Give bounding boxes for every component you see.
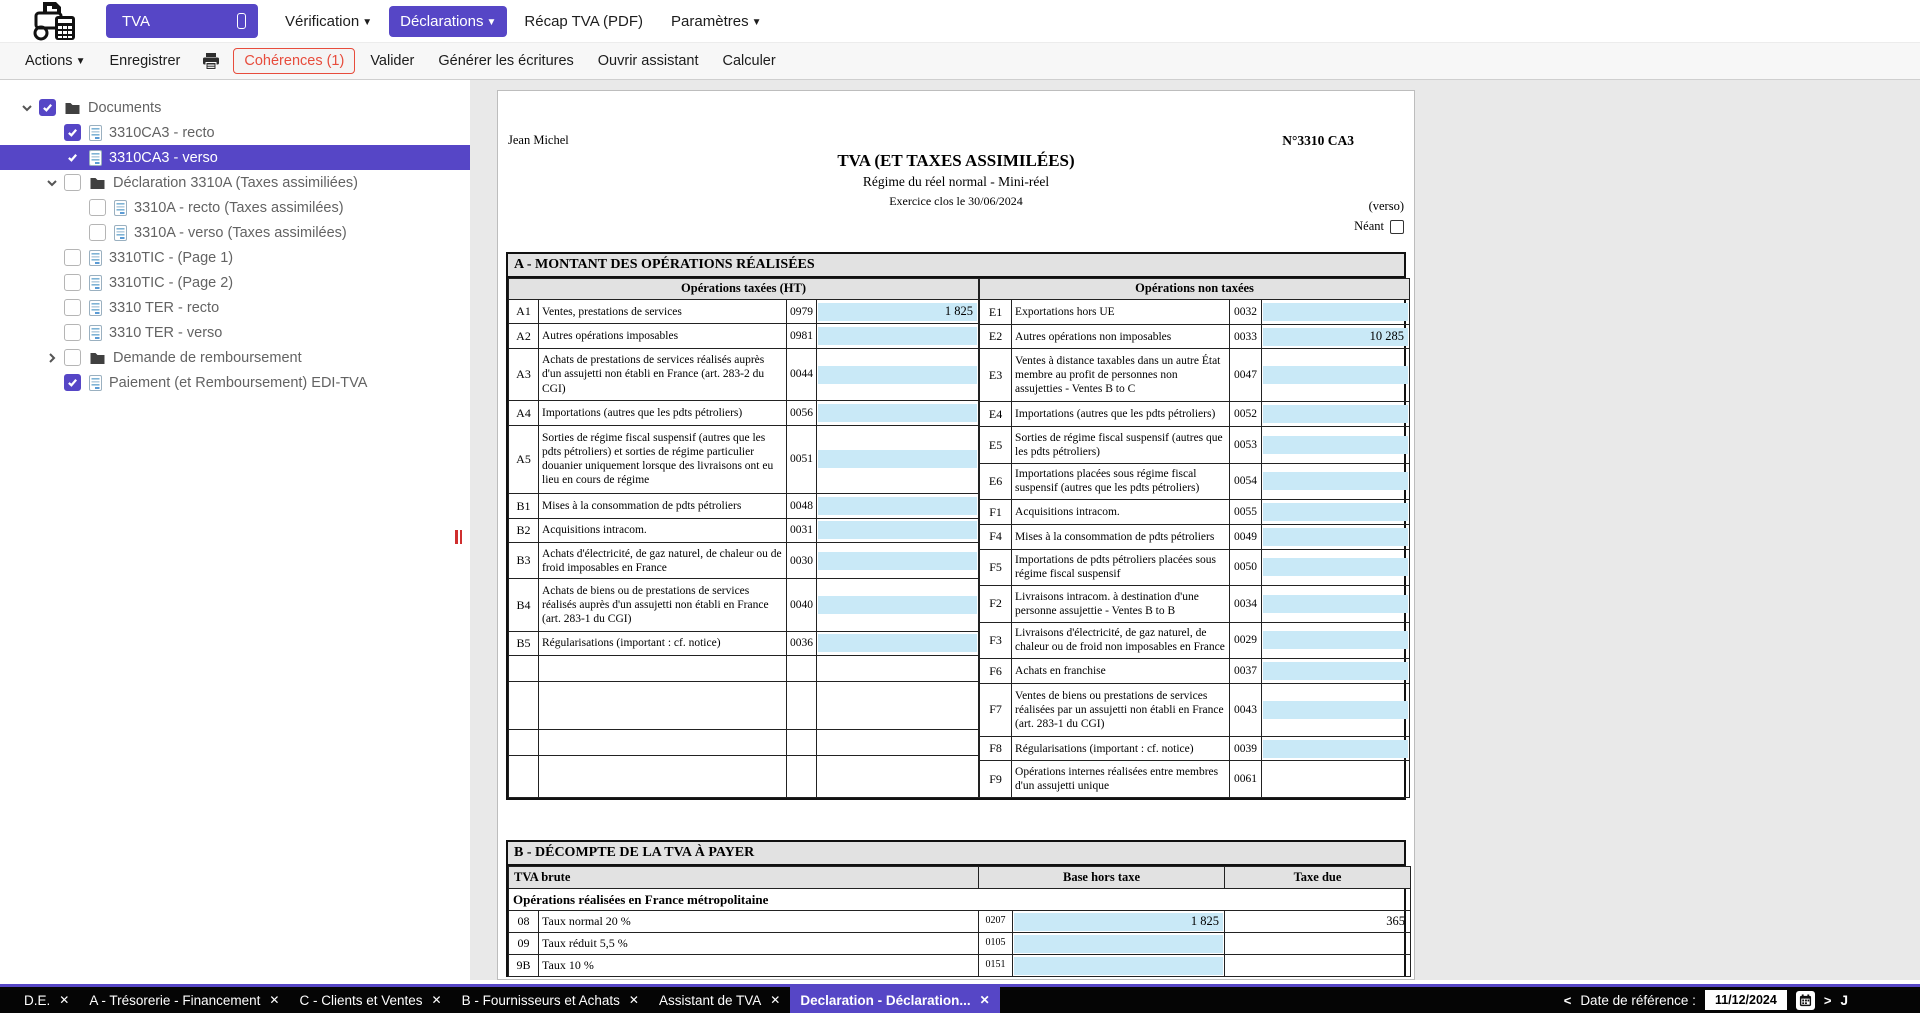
row-F2 bbox=[980, 586, 1410, 623]
line-code: A2 bbox=[509, 324, 539, 348]
row-E5 bbox=[980, 427, 1410, 464]
tree-item-declaration-3310a[interactable] bbox=[0, 170, 470, 195]
caret-down-icon: ▼ bbox=[362, 16, 373, 28]
document-icon bbox=[89, 150, 102, 166]
line-label: Mises à la consommation de pdts pétroliers bbox=[1012, 524, 1230, 549]
row-F6 bbox=[980, 659, 1410, 684]
operations-non-taxees-table bbox=[979, 278, 1410, 798]
printer-icon[interactable] bbox=[195, 49, 227, 74]
row-9B bbox=[509, 955, 1411, 977]
neant-label: Néant bbox=[1354, 219, 1384, 233]
valider-button[interactable]: Valider bbox=[361, 48, 423, 74]
line-box-code: 0037 bbox=[1230, 659, 1262, 684]
tab-label: A - Trésorerie - Financement bbox=[89, 992, 261, 1008]
bottom-bar bbox=[0, 984, 1920, 1013]
row-B1 bbox=[509, 494, 979, 518]
document-icon bbox=[89, 275, 102, 291]
line-label: Importations placées sous régime fiscal suspensif (autres que les pdts pétroliers) bbox=[1012, 463, 1230, 500]
tree-item-3310ca3-verso[interactable] bbox=[0, 145, 470, 170]
checkbox[interactable] bbox=[64, 374, 81, 391]
checkbox[interactable] bbox=[64, 174, 81, 191]
date-reference-label: Date de référence : bbox=[1580, 992, 1696, 1008]
line-code: F5 bbox=[980, 549, 1012, 586]
line-label: Régularisations (important : cf. notice) bbox=[1012, 736, 1230, 761]
open-tabs bbox=[14, 987, 1000, 1013]
line-code: F9 bbox=[980, 761, 1012, 798]
tree-item-label: 3310CA3 - recto bbox=[109, 124, 215, 141]
menu-recap-tva-pdf[interactable]: Récap TVA (PDF) bbox=[524, 12, 644, 30]
line-box-code: 0061 bbox=[1230, 761, 1262, 798]
tree-item-documents[interactable] bbox=[0, 95, 470, 120]
close-icon[interactable]: ✕ bbox=[979, 993, 990, 1007]
field-0037[interactable] bbox=[1263, 662, 1408, 680]
section-b-title: B - DÉCOMPTE DE LA TVA À PAYER bbox=[508, 842, 1404, 866]
field-0048[interactable] bbox=[818, 497, 977, 515]
field-0036[interactable] bbox=[818, 634, 977, 652]
line-box-code: 0053 bbox=[1230, 427, 1262, 464]
tree-item-label: 3310CA3 - verso bbox=[109, 149, 218, 166]
line-box-code: 0049 bbox=[1230, 524, 1262, 549]
field-0055[interactable] bbox=[1263, 503, 1408, 521]
row-F5 bbox=[980, 549, 1410, 586]
line-label: Ventes de biens ou prestations de services réalisées par un assujetti non établi en France (art. 283-1 du CGI) bbox=[1012, 683, 1230, 736]
line-code: F3 bbox=[980, 622, 1012, 659]
document-tree bbox=[0, 80, 470, 980]
line-label: Livraisons intracom. à destination d'une personne assujettie - Ventes B to B bbox=[1012, 586, 1230, 623]
operations-non-taxees-header: Opérations non taxées bbox=[980, 279, 1410, 300]
tree-item-3310ca3-recto[interactable] bbox=[0, 120, 470, 145]
line-box-code: 0052 bbox=[1230, 402, 1262, 427]
caret-down-icon: ▼ bbox=[486, 16, 497, 28]
tree-item-label: Demande de remboursement bbox=[113, 349, 302, 366]
field-0051[interactable] bbox=[818, 450, 977, 468]
line-code: F1 bbox=[980, 500, 1012, 525]
line-box-code: 0979 bbox=[787, 300, 817, 324]
form-header bbox=[506, 91, 1406, 246]
field-0053[interactable] bbox=[1263, 436, 1408, 454]
document-icon bbox=[89, 250, 102, 266]
date-next-button[interactable]: > bbox=[1823, 992, 1832, 1008]
line-code: 09 bbox=[509, 933, 539, 955]
col-base-hors-taxe: Base hors taxe bbox=[979, 867, 1225, 889]
form-exercice: Exercice clos le 30/06/2024 bbox=[889, 194, 1023, 208]
line-box-code: 0151 bbox=[979, 955, 1013, 977]
date-reference-input[interactable] bbox=[1705, 990, 1787, 1010]
checkbox[interactable] bbox=[64, 149, 81, 166]
line-box-code: 0034 bbox=[1230, 586, 1262, 623]
line-label: Autres opérations non imposables bbox=[1012, 324, 1230, 349]
empty-row bbox=[509, 682, 979, 730]
section-a bbox=[506, 252, 1406, 800]
checkbox[interactable] bbox=[64, 249, 81, 266]
row-F4 bbox=[980, 524, 1410, 549]
coherences-button[interactable]: Cohérences (1) bbox=[233, 48, 355, 74]
tab-label: B - Fournisseurs et Achats bbox=[461, 992, 620, 1008]
form-subtitle: Régime du réel normal - Mini-réel bbox=[862, 174, 1050, 189]
line-code: A3 bbox=[509, 348, 539, 400]
row-08 bbox=[509, 911, 1411, 933]
line-code: E6 bbox=[980, 463, 1012, 500]
line-label: Ventes à distance taxables dans un autre État membre au profit de personnes non assujetties - Ventes B to C bbox=[1012, 349, 1230, 402]
app-module-button[interactable] bbox=[106, 4, 258, 38]
line-box-code: 0981 bbox=[787, 324, 817, 348]
caret-down-icon: ▼ bbox=[751, 16, 762, 28]
line-code: A1 bbox=[509, 300, 539, 324]
tree-item-label: 3310 TER - verso bbox=[109, 324, 223, 341]
line-code: B1 bbox=[509, 494, 539, 518]
row-A2 bbox=[509, 324, 979, 348]
checkbox[interactable] bbox=[64, 299, 81, 316]
line-code: E3 bbox=[980, 349, 1012, 402]
line-code: B5 bbox=[509, 631, 539, 655]
line-box-code: 0031 bbox=[787, 518, 817, 542]
main-menu bbox=[274, 6, 772, 37]
field-0044[interactable] bbox=[818, 366, 977, 384]
field-0031[interactable] bbox=[818, 521, 977, 539]
caret-down-icon: ▼ bbox=[75, 56, 86, 67]
checkbox[interactable] bbox=[89, 224, 106, 241]
close-icon[interactable]: ✕ bbox=[770, 993, 781, 1007]
row-F9 bbox=[980, 761, 1410, 798]
field-0032[interactable] bbox=[1263, 303, 1408, 321]
line-code: 9B bbox=[509, 955, 539, 977]
document-icon bbox=[89, 125, 102, 141]
operations-taxees-header: Opérations taxées (HT) bbox=[509, 279, 979, 300]
field-0030[interactable] bbox=[818, 552, 977, 570]
line-label: Achats de prestations de services réalisés auprès d'un assujetti non établi en France (art. 283-2 du CGI) bbox=[539, 348, 787, 400]
row-F8 bbox=[980, 736, 1410, 761]
close-icon[interactable]: ✕ bbox=[59, 993, 70, 1007]
close-icon[interactable]: ✕ bbox=[431, 993, 442, 1007]
line-box-code: 0051 bbox=[787, 425, 817, 494]
tree-item-demande-remboursement[interactable] bbox=[0, 345, 470, 370]
section-a-title: A - MONTANT DES OPÉRATIONS RÉALISÉES bbox=[508, 254, 1404, 278]
tree-item-label: 3310 TER - recto bbox=[109, 299, 220, 316]
line-box-code: 0043 bbox=[1230, 683, 1262, 736]
line-label: Taux réduit 5,5 % bbox=[539, 933, 979, 955]
tab-label: C - Clients et Ventes bbox=[299, 992, 423, 1008]
line-label: Ventes, prestations de services bbox=[539, 300, 787, 324]
line-code: F4 bbox=[980, 524, 1012, 549]
toolbar bbox=[0, 42, 1920, 80]
form-page bbox=[497, 90, 1415, 980]
line-code: F6 bbox=[980, 659, 1012, 684]
line-box-code: 0033 bbox=[1230, 324, 1262, 349]
tree-item-3310tic-page2[interactable] bbox=[0, 270, 470, 295]
document-viewport bbox=[470, 80, 1920, 980]
tree-item-label: 3310A - verso (Taxes assimilées) bbox=[134, 224, 347, 241]
checkbox[interactable] bbox=[64, 274, 81, 291]
generer-ecritures-button[interactable]: Générer les écritures bbox=[429, 48, 582, 74]
line-code: 08 bbox=[509, 911, 539, 933]
close-icon[interactable]: ✕ bbox=[628, 993, 639, 1007]
field-0034[interactable] bbox=[1263, 595, 1408, 613]
empty-row bbox=[509, 730, 979, 756]
panel-splitter-handle[interactable] bbox=[455, 530, 462, 544]
document-icon bbox=[89, 325, 102, 341]
tree-item-3310a-verso[interactable] bbox=[0, 220, 470, 245]
col-tva-brute: TVA brute bbox=[509, 867, 979, 889]
line-label: Achats de biens ou de prestations de services réalisés auprès d'un assujetti non établi en France (art. 283-1 du CGI) bbox=[539, 579, 787, 631]
field-0040[interactable] bbox=[818, 596, 977, 614]
line-code: A4 bbox=[509, 401, 539, 425]
taxpayer-name: Jean Michel bbox=[508, 133, 569, 147]
empty-row bbox=[509, 756, 979, 798]
line-label: Livraisons d'électricité, de gaz naturel, de chaleur ou de froid non imposables en France bbox=[1012, 622, 1230, 659]
checkbox[interactable] bbox=[39, 99, 56, 116]
chevron-down-icon[interactable] bbox=[14, 102, 39, 114]
folder-icon bbox=[89, 351, 106, 365]
actions-button[interactable]: Actions ▼ bbox=[16, 48, 94, 74]
line-label: Exportations hors UE bbox=[1012, 300, 1230, 325]
line-label: Mises à la consommation de pdts pétroliers bbox=[539, 494, 787, 518]
folder-icon bbox=[64, 101, 81, 115]
field-0981[interactable] bbox=[818, 327, 977, 345]
line-box-code: 0040 bbox=[787, 579, 817, 631]
section-b bbox=[506, 840, 1406, 977]
date-prev-button[interactable]: < bbox=[1563, 992, 1572, 1008]
tree-item-label: 3310A - recto (Taxes assimilées) bbox=[134, 199, 344, 216]
line-label: Importations (autres que les pdts pétroliers) bbox=[539, 401, 787, 425]
line-code: F2 bbox=[980, 586, 1012, 623]
row-A3 bbox=[509, 348, 979, 400]
line-code: F7 bbox=[980, 683, 1012, 736]
line-box-code: 0055 bbox=[1230, 500, 1262, 525]
line-label: Importations de pdts pétroliers placées sous régime fiscal suspensif bbox=[1012, 549, 1230, 586]
line-label: Achats en franchise bbox=[1012, 659, 1230, 684]
line-label: Acquisitions intracom. bbox=[539, 518, 787, 542]
line-box-code: 0047 bbox=[1230, 349, 1262, 402]
menu-parametres[interactable]: Paramètres ▼ bbox=[671, 12, 762, 30]
row-E4 bbox=[980, 402, 1410, 427]
subsection-header: Opérations réalisées en France métropolitaine bbox=[509, 889, 1411, 911]
row-F1 bbox=[980, 500, 1410, 525]
checkbox[interactable] bbox=[64, 349, 81, 366]
line-label: Importations (autres que les pdts pétroliers) bbox=[1012, 402, 1230, 427]
tree-item-label: Déclaration 3310A (Taxes assimiliées) bbox=[113, 174, 358, 191]
reference-date-bar bbox=[1564, 990, 1920, 1010]
operations-taxees-table bbox=[508, 278, 979, 798]
chevron-right-icon[interactable] bbox=[39, 352, 64, 364]
empty-row bbox=[509, 656, 979, 682]
tab-label: D.E. bbox=[24, 992, 51, 1008]
row-A4 bbox=[509, 401, 979, 425]
field-0105[interactable] bbox=[1014, 935, 1223, 953]
decompte-tva-table bbox=[508, 866, 1411, 977]
ouvrir-assistant-button[interactable]: Ouvrir assistant bbox=[589, 48, 708, 74]
field-0050[interactable] bbox=[1263, 558, 1408, 576]
field-0054[interactable] bbox=[1263, 472, 1408, 490]
form-title: TVA (ET TAXES ASSIMILÉES) bbox=[837, 151, 1075, 170]
neant-checkbox[interactable] bbox=[1390, 220, 1404, 234]
chevron-down-icon[interactable] bbox=[39, 177, 64, 189]
taxe-due-9B bbox=[1226, 957, 1409, 975]
row-09 bbox=[509, 933, 1411, 955]
enregistrer-button[interactable]: Enregistrer bbox=[100, 48, 189, 74]
field-0033[interactable]: 10 285 bbox=[1263, 328, 1408, 346]
line-code: B3 bbox=[509, 543, 539, 579]
row-E2 bbox=[980, 324, 1410, 349]
col-taxe-due: Taxe due bbox=[1225, 867, 1411, 889]
line-box-code: 0105 bbox=[979, 933, 1013, 955]
line-code: F8 bbox=[980, 736, 1012, 761]
tree-item-3310-ter-recto[interactable] bbox=[0, 295, 470, 320]
tab-label: Assistant de TVA bbox=[658, 992, 762, 1008]
tree-item-3310a-recto[interactable] bbox=[0, 195, 470, 220]
document-icon bbox=[89, 375, 102, 391]
line-label: Acquisitions intracom. bbox=[1012, 500, 1230, 525]
field-0047[interactable] bbox=[1263, 366, 1408, 384]
field-0061 bbox=[1263, 770, 1408, 788]
checkbox[interactable] bbox=[89, 199, 106, 216]
date-day-button[interactable]: J bbox=[1840, 992, 1848, 1008]
line-box-code: 0044 bbox=[787, 348, 817, 400]
checkbox[interactable] bbox=[64, 124, 81, 141]
row-E1 bbox=[980, 300, 1410, 325]
row-F3 bbox=[980, 622, 1410, 659]
line-label: Taux 10 % bbox=[539, 955, 979, 977]
line-box-code: 0032 bbox=[1230, 300, 1262, 325]
taxe-due-09 bbox=[1226, 935, 1409, 953]
field-0979[interactable]: 1 825 bbox=[818, 303, 977, 321]
line-box-code: 0054 bbox=[1230, 463, 1262, 500]
line-code: E1 bbox=[980, 300, 1012, 325]
line-code: B4 bbox=[509, 579, 539, 631]
tab-clients-ventes[interactable] bbox=[289, 987, 451, 1013]
row-B4 bbox=[509, 579, 979, 631]
line-box-code: 0030 bbox=[787, 543, 817, 579]
close-icon[interactable]: ✕ bbox=[269, 993, 280, 1007]
line-code: E2 bbox=[980, 324, 1012, 349]
menu-declarations[interactable]: Déclarations ▼ bbox=[389, 6, 507, 37]
tab-declaration[interactable] bbox=[790, 987, 999, 1013]
row-E6 bbox=[980, 463, 1410, 500]
line-box-code: 0029 bbox=[1230, 622, 1262, 659]
field-0056[interactable] bbox=[818, 404, 977, 422]
line-label: Sorties de régime fiscal suspensif (autres que les pdts pétroliers) bbox=[1012, 427, 1230, 464]
window-icon bbox=[237, 13, 246, 29]
row-B5 bbox=[509, 631, 979, 655]
tree-item-3310tic-page1[interactable] bbox=[0, 245, 470, 270]
tree-item-label: Documents bbox=[88, 99, 162, 116]
tree-item-label: 3310TIC - (Page 1) bbox=[109, 249, 234, 266]
app-module-label: TVA bbox=[122, 12, 151, 30]
line-label: Sorties de régime fiscal suspensif (autres que les pdts pétroliers) et sorties de régime particulier douanier uniquement lorsque des livraisons ont eu lieu en cours de régime bbox=[539, 425, 787, 494]
form-number: N°3310 CA3 bbox=[1282, 133, 1354, 148]
tab-label: Declaration - Déclaration... bbox=[800, 992, 971, 1008]
field-0151[interactable] bbox=[1014, 957, 1223, 975]
field-0052[interactable] bbox=[1263, 405, 1408, 423]
line-code: E5 bbox=[980, 427, 1012, 464]
row-A1 bbox=[509, 300, 979, 324]
line-code: A5 bbox=[509, 425, 539, 494]
line-code: E4 bbox=[980, 402, 1012, 427]
tree-item-label: 3310TIC - (Page 2) bbox=[109, 274, 234, 291]
line-box-code: 0050 bbox=[1230, 549, 1262, 586]
line-label: Achats d'électricité, de gaz naturel, de chaleur ou de froid imposables en France bbox=[539, 543, 787, 579]
field-0029[interactable] bbox=[1263, 631, 1408, 649]
field-0043[interactable] bbox=[1263, 701, 1408, 719]
line-box-code: 0048 bbox=[787, 494, 817, 518]
field-0049[interactable] bbox=[1263, 528, 1408, 546]
line-box-code: 0207 bbox=[979, 911, 1013, 933]
top-bar bbox=[0, 0, 1920, 42]
calendar-icon[interactable] bbox=[1796, 991, 1815, 1010]
line-box-code: 0036 bbox=[787, 631, 817, 655]
line-code: B2 bbox=[509, 518, 539, 542]
tree-item-3310-ter-verso[interactable] bbox=[0, 320, 470, 345]
taxe-due-08: 365 bbox=[1386, 913, 1406, 928]
menu-verification[interactable]: Vérification ▼ bbox=[285, 12, 373, 30]
field-0207[interactable]: 1 825 bbox=[1014, 913, 1223, 931]
tree-item-label: Paiement (et Remboursement) EDI-TVA bbox=[109, 374, 368, 391]
line-box-code: 0039 bbox=[1230, 736, 1262, 761]
line-label: Régularisations (important : cf. notice) bbox=[539, 631, 787, 655]
verso-label: (verso) bbox=[1368, 199, 1404, 213]
app-logo-icon bbox=[30, 0, 92, 42]
row-B3 bbox=[509, 543, 979, 579]
row-F7 bbox=[980, 683, 1410, 736]
tab-assistant-tva[interactable] bbox=[649, 987, 790, 1013]
tab-tresorerie-financement[interactable] bbox=[79, 987, 289, 1013]
row-E3 bbox=[980, 349, 1410, 402]
folder-icon bbox=[89, 176, 106, 190]
line-label: Opérations internes réalisées entre membres d'un assujetti unique bbox=[1012, 761, 1230, 798]
checkbox[interactable] bbox=[64, 324, 81, 341]
tab-fournisseurs-achats[interactable] bbox=[452, 987, 649, 1013]
field-0039[interactable] bbox=[1263, 740, 1408, 758]
line-label: Autres opérations imposables bbox=[539, 324, 787, 348]
row-B2 bbox=[509, 518, 979, 542]
document-icon bbox=[114, 200, 127, 216]
main-area bbox=[0, 80, 1920, 984]
line-box-code: 0056 bbox=[787, 401, 817, 425]
tab-de[interactable] bbox=[14, 987, 79, 1013]
document-icon bbox=[89, 300, 102, 316]
row-A5 bbox=[509, 425, 979, 494]
document-icon bbox=[114, 225, 127, 241]
tree-item-paiement-edi-tva[interactable] bbox=[0, 370, 470, 395]
line-label: Taux normal 20 % bbox=[539, 911, 979, 933]
calculer-button[interactable]: Calculer bbox=[714, 48, 785, 74]
